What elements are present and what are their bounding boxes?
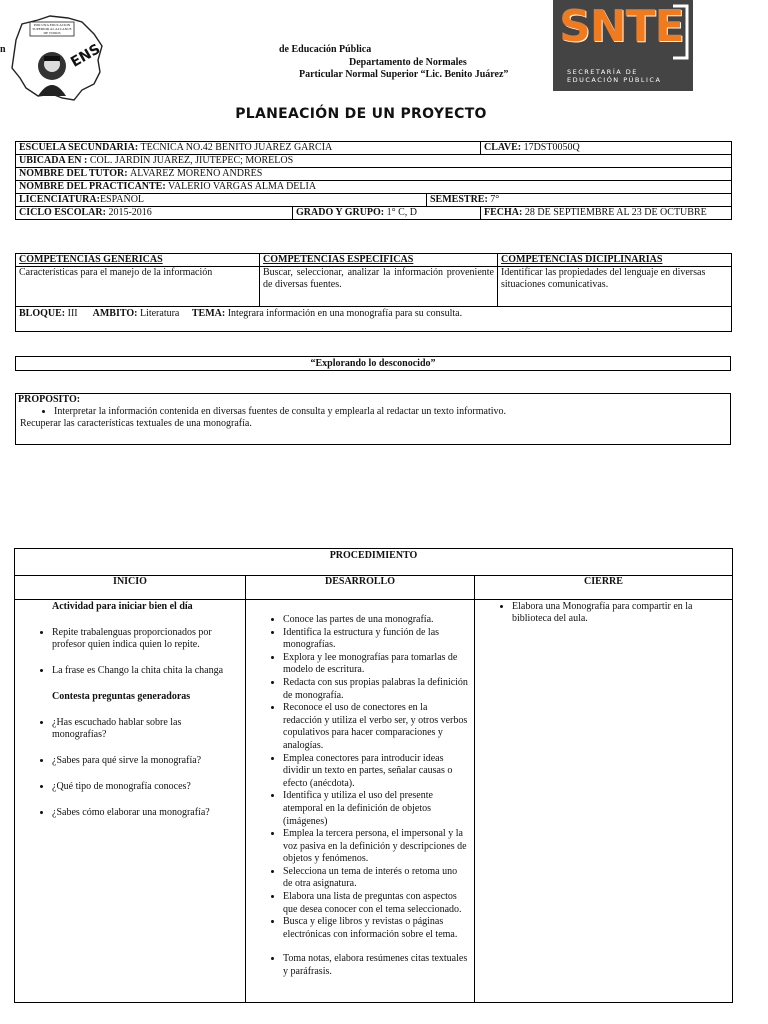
- list-item: • Redacta con sus propias palabras la definición de monografía.: [283, 677, 468, 702]
- proposito-bullet: • Interpretar la información contenida en diversas fuentes de consulta y emplearla al redactar un texto informativo.: [54, 406, 728, 418]
- logo-ens-text: ENS: [68, 41, 104, 71]
- inicio-heading-1: Actividad para iniciar bien el día: [52, 601, 193, 612]
- list-item: • Elabora una Monografía para compartir en la biblioteca del aula.: [512, 601, 724, 625]
- list-item: • ¿Qué tipo de monografía conoces?: [52, 781, 237, 793]
- fecha-value: 28 DE SEPTIEMBRE AL 23 DE OCTUBRE: [522, 207, 707, 218]
- inicio-list-2: [19, 717, 237, 819]
- tutor-value: ÁLVAREZ MORENO ANDRÉS: [127, 168, 263, 179]
- header-left-fragment: n: [0, 44, 6, 55]
- proposito-label: PROPOSITO:: [18, 394, 81, 405]
- list-item: • Elabora una lista de preguntas con aspectos que desea conocer con el tema seleccionado.: [283, 891, 468, 916]
- clave-label: CLAVE:: [484, 142, 522, 153]
- escuela-value: TÉCNICA NO.42 BENITO JUÁREZ GARCÍA: [138, 142, 333, 153]
- col-inicio: [15, 600, 246, 1003]
- competencias-especificas-header: COMPETENCIAS ESPECÍFICAS: [260, 254, 498, 267]
- procedimiento-header-row: [15, 576, 733, 600]
- licenciatura-label: LICENCIATURA:: [19, 194, 100, 205]
- header-line-1: de Educación Pública: [279, 44, 372, 55]
- col-cierre: [475, 600, 733, 1003]
- project-title: “Explorando lo desconocido”: [15, 356, 731, 371]
- header-line-2: Departamento de Normales: [349, 57, 467, 68]
- procedimiento-body-row: [15, 600, 733, 1003]
- list-item: • ¿Has escuchado hablar sobre las monografías?: [52, 717, 237, 741]
- competencias-especificas-text: Buscar, seleccionar, analizar la información proveniente de diversas fuentes.: [260, 267, 498, 307]
- list-item: • Identifica y utiliza el uso del presente atemporal en la definición de objetos (imágenes): [283, 790, 468, 828]
- bloque-row: [16, 307, 732, 332]
- competencias-genericas-header: COMPETENCIAS GENÉRICAS: [16, 254, 260, 267]
- grado-label: GRADO Y GRUPO:: [296, 207, 385, 218]
- snte-sub-2: EDUCACIÓN PÚBLICA: [567, 76, 662, 84]
- cierre-list: [479, 601, 724, 625]
- competencias-body-row: [16, 267, 732, 307]
- practicante-value: VALERIO VARGAS ALMA DELIA: [165, 181, 317, 192]
- clave-value: 17DST0050Q: [521, 142, 580, 153]
- desarrollo-list: [250, 614, 468, 979]
- info-row-licenciatura: [16, 194, 732, 207]
- list-item: • Busca y elige libros y revistas o páginas electrónicas con información sobre el tema.: [283, 916, 468, 941]
- licenciatura-value: ESPAÑOL: [99, 194, 145, 205]
- semestre-label: SEMESTRE:: [430, 194, 488, 205]
- snte-bracket-icon: [671, 4, 689, 60]
- procedimiento-table: [14, 548, 733, 1003]
- procedimiento-title-row: [15, 549, 733, 576]
- list-item: • ¿Sabes cómo elaborar una monografía?: [52, 807, 237, 819]
- semestre-value: 7°: [487, 194, 500, 205]
- info-row-escuela: [16, 142, 732, 155]
- header-line-3: Particular Normal Superior “Lic. Benito Juárez”: [299, 69, 509, 80]
- inicio-list-1: [19, 627, 237, 677]
- competencias-disciplinarias-text: Identificar las propiedades del lenguaje en diversas situaciones comunicativas.: [498, 267, 732, 307]
- page-title: PLANEACIÓN DE UN PROYECTO: [235, 106, 487, 122]
- list-item: • Explora y lee monografías para tomarlas de modelo de escritura.: [283, 652, 468, 677]
- col-cierre-header: CIERRE: [475, 576, 733, 600]
- snte-logo: [553, 0, 693, 91]
- col-inicio-header: INICIO: [15, 576, 246, 600]
- competencias-genericas-text: Características para el manejo de la información: [16, 267, 260, 307]
- list-item: • Identifica la estructura y función de las monografías.: [283, 627, 468, 652]
- ciclo-value: 2015-2016: [105, 207, 152, 218]
- info-row-ciclo: [16, 207, 732, 220]
- bloque-value: III: [65, 308, 78, 319]
- snte-sub-1: SECRETARÍA DE: [567, 68, 638, 76]
- competencias-disciplinarias-header: COMPETENCIAS DICIPLINARIAS: [498, 254, 732, 267]
- tutor-label: NOMBRE DEL TUTOR:: [19, 168, 128, 179]
- ubicada-value: COL. JARDÍN JUÁREZ, JIUTEPEC; MORELOS: [87, 155, 294, 166]
- col-desarrollo: [246, 600, 475, 1003]
- col-desarrollo-header: DESARROLLO: [246, 576, 475, 600]
- list-item: • ¿Sabes para qué sirve la monografía?: [52, 755, 237, 767]
- competencias-header-row: [16, 254, 732, 267]
- info-table: [15, 141, 732, 220]
- proposito-box: [15, 393, 731, 445]
- snte-word: SNTE: [559, 1, 684, 52]
- tema-value: Integrara información en una monografía para su consulta.: [225, 308, 463, 319]
- info-row-ubicada: [16, 155, 732, 168]
- grado-value: 1° C, D: [384, 207, 418, 218]
- tema-label: TEMA:: [191, 308, 226, 319]
- list-item: • Reconoce el uso de conectores en la redacción y utiliza el verbo ser, y otros verbos copulativos para hacer comparaciones y analogías.: [283, 702, 468, 752]
- list-item: • Repite trabalenguas proporcionados por profesor quien indica quien lo repite.: [52, 627, 237, 651]
- list-item: • Emplea conectores para introducir ideas dividir un texto en partes, señalar causas o efecto (anécdota).: [283, 753, 468, 791]
- info-row-tutor: [16, 168, 732, 181]
- list-item: • Selecciona un tema de interés o retoma uno de otra asignatura.: [283, 866, 468, 891]
- logo-small-text: POR UNA EDUCACION SUPERIOR AL ALCANCE DE TODOS: [32, 23, 72, 35]
- ambito-value: Literatura: [137, 308, 180, 319]
- ubicada-label: UBICADA EN :: [19, 155, 88, 166]
- inicio-heading-2: Contesta preguntas generadoras: [52, 691, 191, 702]
- ciclo-label: CICLO ESCOLAR:: [19, 207, 106, 218]
- list-item: • Emplea la tercera persona, el impersonal y la voz pasiva en la definición y descripciones de objetos y fenómenos.: [283, 828, 468, 866]
- bloque-label: BLOQUE:: [19, 308, 66, 319]
- list-item: • La frase es Chango la chita chita la changa: [52, 665, 237, 677]
- info-row-practicante: [16, 181, 732, 194]
- competencias-table: [15, 253, 732, 332]
- proposito-line2: Recuperar las características textuales de una monografía.: [20, 418, 252, 429]
- ambito-label: AMBITO:: [92, 308, 138, 319]
- list-item: • Conoce las partes de una monografía.: [283, 614, 468, 627]
- procedimiento-title: PROCEDIMIENTO: [15, 549, 733, 576]
- fecha-label: FECHA:: [484, 207, 523, 218]
- escuela-label: ESCUELA SECUNDARIA:: [19, 142, 139, 153]
- practicante-label: NOMBRE DEL PRACTICANTE:: [19, 181, 166, 192]
- list-item: • Toma notas, elabora resúmenes citas textuales y paráfrasis.: [283, 953, 468, 978]
